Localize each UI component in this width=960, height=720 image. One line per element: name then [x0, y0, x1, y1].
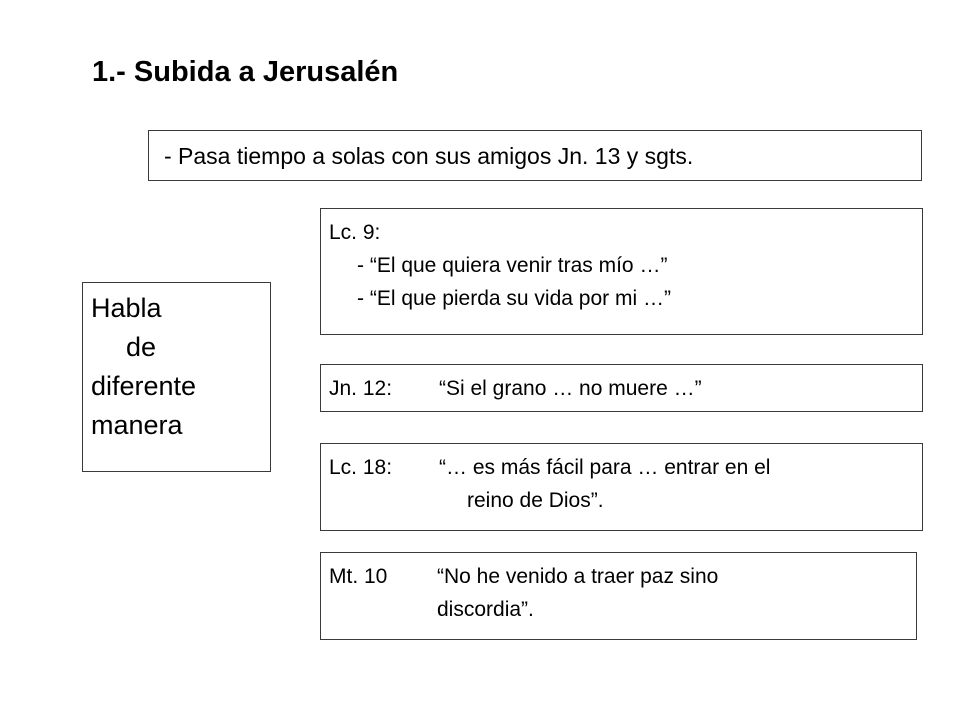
- subtitle-box: [148, 130, 922, 181]
- reference-mt10-quote-line-2: discordia”.: [437, 598, 534, 621]
- reference-lc18-row: [329, 451, 922, 484]
- habla-box: [82, 282, 271, 472]
- reference-jn12-quote: “Si el grano … no muere …”: [439, 377, 702, 400]
- habla-line-3: diferente: [91, 371, 197, 401]
- habla-line-2: de: [126, 332, 157, 362]
- reference-lc9-label: Lc. 9:: [329, 221, 381, 244]
- reference-mt10-quote-line-1: “No he venido a traer paz sino: [437, 565, 719, 588]
- reference-jn12-row: [329, 372, 922, 405]
- reference-lc9-item-1: - “El que quiera venir tras mío …”: [357, 254, 668, 277]
- reference-box-jn12: [320, 364, 923, 412]
- reference-lc18-quote-line-2: reino de Dios”.: [467, 489, 604, 512]
- reference-lc18-quote-line-1: “… es más fácil para … entrar en el: [439, 456, 771, 479]
- reference-lc18-label: Lc. 18:: [329, 456, 393, 479]
- reference-mt10-row: [329, 560, 916, 593]
- reference-lc9-item-2: - “El que pierda su vida por mi …”: [357, 287, 671, 310]
- reference-mt10-label: Mt. 10: [329, 565, 388, 588]
- habla-line-1: Habla: [91, 293, 162, 323]
- reference-box-mt10: [320, 552, 917, 640]
- reference-box-lc9: [320, 208, 923, 335]
- subtitle-text: - Pasa tiempo a solas con sus amigos Jn. 13 y sgts.: [164, 143, 694, 169]
- reference-jn12-label: Jn. 12:: [329, 377, 393, 400]
- reference-box-lc18: [320, 443, 923, 531]
- slide-title: 1.- Subida a Jerusalén: [92, 56, 399, 88]
- habla-line-4: manera: [91, 410, 183, 440]
